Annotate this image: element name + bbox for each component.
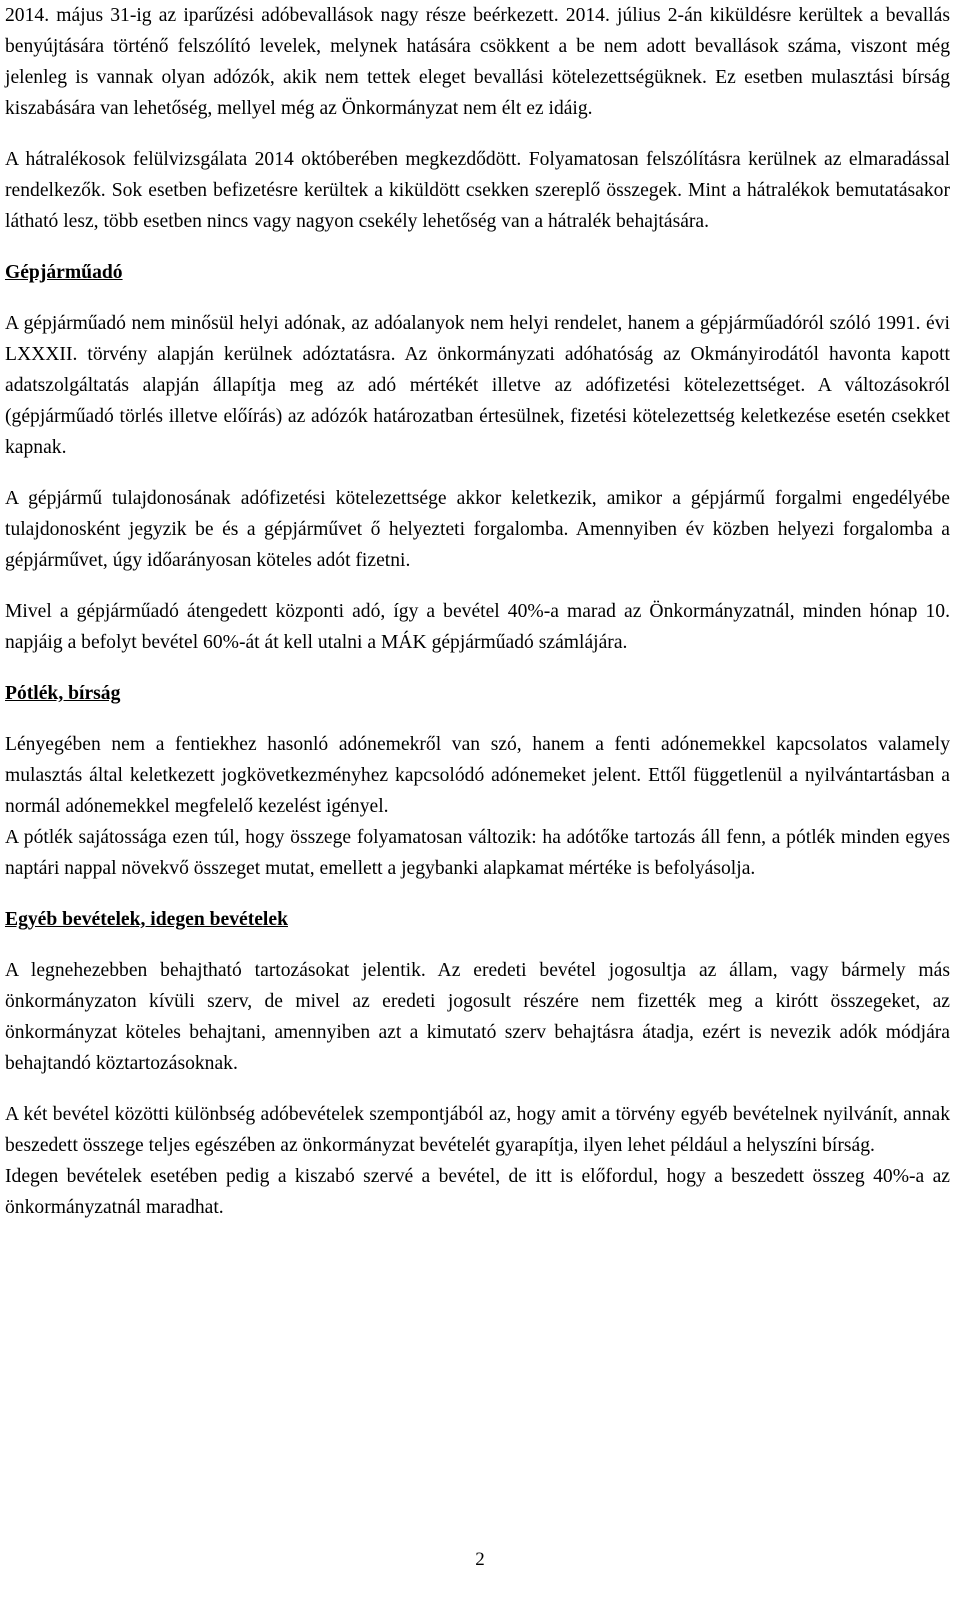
heading-surcharge-fine: Pótlék, bírság (5, 683, 121, 704)
heading-other-revenues: Egyéb bevételek, idegen bevételek (5, 909, 288, 930)
paragraph-surcharge-description: Lényegében nem a fentiekhez hasonló adónemekről van szó, hanem a fenti adónemekkel kapcsolatos valamely mulasztás által keletkezett jogkövetkezményhez kapcsolódó adónemeket jelent. Ettől függetlenül a nyilvántartásban a normál adónemekkel megfelelő kezelést igényel. (5, 734, 950, 817)
paragraph-vehicle-tax-obligation: A gépjármű tulajdonosának adófizetési kötelezettsége akkor keletkezik, amikor a gépjármű forgalmi engedélyébe tulajdonosként jegyzik be és a gépjárművet ő helyezteti forgalomba. Amennyiben év közben helyezi forgalomba a gépjárművet, úgy időarányosan köteles adót fizetni. (5, 488, 950, 571)
heading-vehicle-tax: Gépjárműadó (5, 262, 123, 283)
paragraph-other-revenues-description: A legnehezebben behajtható tartozásokat jelentik. Az eredeti bevétel jogosultja az állam, vagy bármely más önkormányzaton kívüli szerv, de mivel az eredeti jogosult részére nem fizették meg a kirótt összegeket, az önkormányzat köteles behajtani, amennyiben azt a kimutató szerv behajtásra átadja, ezért is nevezik adók módjára behajtandó köztartozásoknak. (5, 960, 950, 1074)
paragraph-tax-returns: 2014. május 31-ig az iparűzési adóbevallások nagy része beérkezett. 2014. július 2-án kiküldésre kerültek a bevallás benyújtására történő felszólító levelek, melynek hatására csökkent a be nem adott bevallások száma, viszont még jelenleg is vannak olyan adózók, akik nem tettek eleget bevallási kötelezettségüknek. Ez esetben mulasztási bírság kiszabására van lehetőség, mellyel még az Önkormányzat nem élt ez idáig. (5, 5, 950, 119)
paragraph-surcharge-peculiarity: A pótlék sajátossága ezen túl, hogy összege folyamatosan változik: ha adótőke tartozás áll fenn, a pótlék minden egyes naptári nappal növekvő összeget mutat, emellett a jegybanki alapkamat mértéke is befolyásolja. (5, 827, 950, 879)
paragraph-revenue-difference: A két bevétel közötti különbség adóbevételek szempontjából az, hogy amit a törvény egyéb bevételnek nyilvánít, annak beszedett összege teljes egészében az önkormányzat bevételét gyarapítja, ilyen lehet például a helyszíni bírság. (5, 1104, 950, 1156)
paragraph-vehicle-tax-basis: A gépjárműadó nem minősül helyi adónak, az adóalanyok nem helyi rendelet, hanem a gépjárműadóról szóló 1991. évi LXXXII. törvény alapján kerülnek adóztatásra. Az önkormányzati adóhatóság az Okmányirodától havonta kapott adatszolgáltatás alapján állapítja meg az adó mértékét illetve az adófizetési kötelezettséget. A változásokról (gépjárműadó törlés illetve előírás) az adózók határozatban értesülnek, fizetési kötelezettség keletkezése esetén csekket kapnak. (5, 313, 950, 458)
paragraph-arrears-review: A hátralékosok felülvizsgálata 2014 októberében megkezdődött. Folyamatosan felszólításra kerülnek az elmaradással rendelkezők. Sok esetben befizetésre kerültek a kiküldött csekken szereplő összegek. Mint a hátralékok bemutatásakor látható lesz, több esetben nincs vagy nagyon csekély lehetőség van a hátralék behajtására. (5, 149, 950, 232)
paragraph-foreign-revenues: Idegen bevételek esetében pedig a kiszabó szervé a bevétel, de itt is előfordul, hogy a beszedett összeg 40%-a az önkormányzatnál maradhat. (5, 1166, 950, 1218)
paragraph-vehicle-tax-revenue-split: Mivel a gépjárműadó átengedett központi adó, így a bevétel 40%-a marad az Önkormányzatnál, minden hónap 10. napjáig a befolyt bevétel 60%-át át kell utalni a MÁK gépjárműadó számlájára. (5, 601, 950, 653)
page-number: 2 (475, 1549, 485, 1570)
